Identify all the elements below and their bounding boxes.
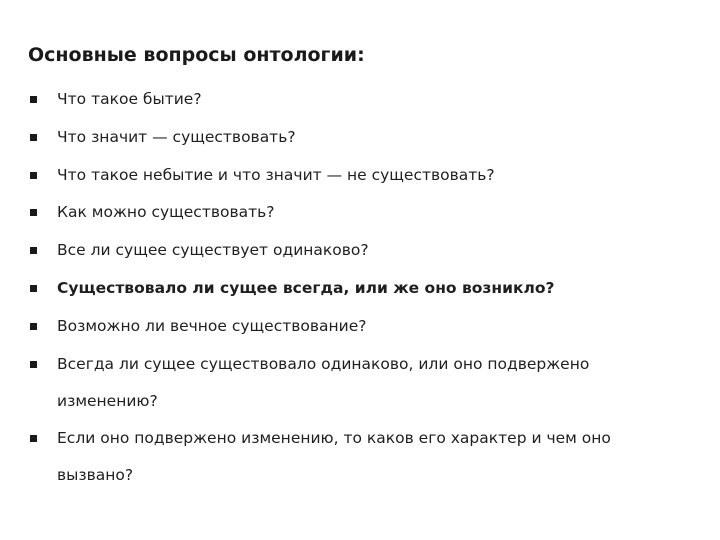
slide-title: Основные вопросы онтологии: bbox=[28, 44, 365, 66]
list-item-text: Существовало ли сущее всегда, или же оно возникло? bbox=[57, 278, 555, 297]
square-bullet-icon bbox=[30, 435, 37, 442]
list-item-text: Что такое небытие и что значит — не существовать? bbox=[57, 165, 495, 184]
square-bullet-icon bbox=[30, 134, 37, 141]
list-item bbox=[28, 157, 688, 194]
list-item-text: Что такое бытие? bbox=[57, 90, 202, 108]
square-bullet-icon bbox=[30, 172, 37, 179]
list-item-text: Всегда ли сущее существовало одинаково, или оно подвержено изменению? bbox=[57, 354, 590, 410]
list-item bbox=[28, 232, 688, 269]
list-item bbox=[28, 420, 688, 494]
square-bullet-icon bbox=[30, 209, 37, 216]
square-bullet-icon bbox=[30, 323, 37, 330]
square-bullet-icon bbox=[30, 247, 37, 254]
list-item-text: Все ли сущее существует одинаково? bbox=[57, 241, 369, 260]
list-item-text: Что значит — существовать? bbox=[57, 127, 296, 146]
question-list bbox=[28, 81, 688, 495]
list-item-text: Возможно ли вечное существование? bbox=[57, 316, 367, 335]
list-item bbox=[28, 308, 688, 345]
square-bullet-icon bbox=[30, 96, 37, 103]
square-bullet-icon bbox=[30, 285, 37, 292]
list-item bbox=[28, 81, 688, 118]
list-item bbox=[28, 194, 688, 231]
list-item-text: Как можно существовать? bbox=[57, 203, 275, 222]
list-item bbox=[28, 346, 688, 420]
list-item bbox=[28, 119, 688, 156]
square-bullet-icon bbox=[30, 361, 37, 368]
list-item-text: Если оно подвержено изменению, то каков его характер и чем оно вызвано? bbox=[57, 429, 611, 485]
list-item bbox=[28, 270, 688, 307]
